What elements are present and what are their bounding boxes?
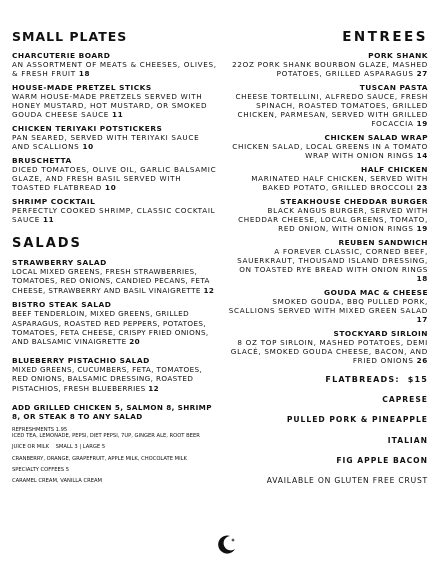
flatbreads-title: FLATBREADS: $15 (325, 375, 428, 384)
item-description: A FOREVER CLASSIC, CORNED BEEF, SAUERKRAUT, THOUSAND ISLAND DRESSING, ON TOASTED RYE BREAD WITH ONION RINGS 18 (237, 247, 428, 283)
menu-item (228, 133, 428, 160)
gluten-free-note: AVAILABLE ON GLUTEN FREE CRUST (266, 475, 428, 485)
item-name: HALF CHICKEN (361, 165, 428, 174)
crescent-moon-star-icon (216, 533, 238, 555)
menu-item (228, 329, 428, 365)
flatbread-item: PULLED PORK & PINEAPPLE (286, 415, 428, 425)
menu-item (228, 165, 428, 192)
item-name: CHICKEN TERIYAKI POTSTICKERS (12, 124, 163, 133)
item-price: 18 (416, 274, 428, 283)
menu-item (12, 156, 218, 192)
item-description: BLACK ANGUS BURGER, SERVED WITH CHEDDAR CHEESE, LOCAL GREENS, TOMATO, RED ONION, WITH ONION RINGS 19 (238, 206, 428, 233)
menu-item (12, 124, 218, 151)
coffee-list: CARAMEL CREAM, VANILLA CREAM (12, 478, 103, 485)
item-price: 12 (148, 383, 160, 393)
beverages (12, 427, 218, 484)
flatbread-item: FIG APPLE BACON (336, 456, 428, 466)
coffee-heading: SPECIALTY COFFEES 5 (12, 466, 70, 473)
item-price: 11 (112, 110, 124, 119)
item-name: STEAKHOUSE CHEDDAR BURGER (280, 197, 428, 206)
item-description: MIXED GREENS, CUCUMBERS, FETA, TOMATOES, RED ONIONS, BALSAMIC DRESSING, ROASTED PISTACHIOS, FRESH BLUEBERRIES 12 (12, 364, 203, 393)
item-name: CHARCUTERIE BOARD (12, 51, 111, 60)
item-price: 10 (82, 142, 94, 151)
item-description: DICED TOMATOES, OLIVE OIL, GARLIC BALSAMIC GLAZE, AND FRESH BASIL SERVED WITH TOASTED FLATBREAD 10 (12, 165, 217, 192)
flatbread-item: CAPRESE (382, 395, 428, 404)
item-name: PORK SHANK (368, 51, 428, 60)
item-price: 18 (78, 69, 91, 78)
item-description: MARINATED HALF CHICKEN, SERVED WITH BAKED POTATO, GRILLED BROCCOLI 23 (251, 174, 428, 192)
item-price: 12 (203, 285, 215, 295)
item-price: 23 (416, 183, 428, 192)
item-description: AN ASSORTMENT OF MEATS & CHEESES, OLIVES, & FRESH FRUIT 18 (12, 60, 217, 78)
left-column (12, 29, 218, 489)
item-name: SHRIMP COCKTAIL (12, 197, 96, 206)
flatbread-item: ITALIAN (387, 435, 428, 445)
item-description: CHICKEN SALAD, LOCAL GREENS IN A TOMATO WRAP WITH ONION RINGS 14 (232, 142, 428, 160)
item-name: STRAWBERRY SALAD (12, 258, 107, 267)
item-description: 22OZ PORK SHANK BOURBON GLAZE, MASHED POTATOES, GRILLED ASPARAGUS 27 (232, 60, 428, 78)
menu-item (228, 288, 428, 324)
juice-list: CRANBERRY, ORANGE, GRAPEFRUIT, APPLE MILK, CHOCOLATE MILK (12, 455, 187, 462)
juice-heading: JUICE OR MILK SMALL 3 | LARGE 5 (12, 444, 106, 451)
item-name: CHICKEN SALAD WRAP (324, 133, 428, 142)
menu-item (228, 197, 428, 233)
menu-item (12, 300, 218, 347)
menu-item (12, 258, 218, 295)
menu-item (12, 83, 218, 119)
item-name: REUBEN SANDWICH (338, 238, 428, 247)
item-name: HOUSE-MADE PRETZEL STICKS (12, 83, 152, 92)
item-name: GOUDA MAC & CHEESE (324, 288, 428, 297)
refreshments-list: ICED TEA, LEMONADE, PEPSI, DIET PEPSI, 7UP, GINGER ALE, ROOT BEER (12, 433, 200, 440)
item-price: 19 (416, 224, 428, 233)
menu-item (12, 51, 218, 78)
item-price: 19 (416, 119, 428, 128)
refreshments (12, 427, 218, 439)
item-price: 27 (416, 69, 428, 78)
entrees-title: ENTREES (342, 29, 428, 45)
item-description: CHEESE TORTELLINI, ALFREDO SAUCE, FRESH SPINACH, ROASTED TOMATOES, GRILLED CHICKEN, PARMESAN, SERVED WITH GRILLED FOCACCIA 19 (235, 92, 428, 128)
item-price: 17 (416, 315, 428, 324)
right-column (228, 29, 428, 485)
menu-item (228, 83, 428, 128)
menu-item (228, 51, 428, 78)
item-description: BEEF TENDERLOIN, MIXED GREENS, GRILLED ASPARAGUS, ROASTED RED PEPPERS, POTATOES, TOMATOES, FETA CHEESE, CRISPY FRIED ONIONS, AND BALSAMIC VINAIGRETTE 20 (12, 309, 209, 347)
menu-item (12, 356, 218, 393)
item-name: TUSCAN PASTA (359, 83, 428, 92)
item-name: STOCKYARD SIRLOIN (333, 329, 428, 338)
item-description: PERFECTLY COOKED SHRIMP, CLASSIC COCKTAIL SAUCE 11 (12, 206, 216, 224)
refreshments-heading: REFRESHMENTS 1.95 (12, 427, 68, 434)
item-price: 26 (416, 356, 428, 365)
item-name: BLUEBERRY PISTACHIO SALAD (12, 355, 150, 365)
item-price: 11 (42, 215, 55, 224)
item-name: BRUSCHETTA (12, 156, 72, 165)
small-plates-title: SMALL PLATES (12, 29, 128, 44)
salad-addons: ADD GRILLED CHICKEN 5, SALMON 8, SHRIMP 8, OR STEAK 8 TO ANY SALAD (12, 403, 212, 422)
item-description: PAN SEARED, SERVED WITH TERIYAKI SAUCE AND SCALLIONS 10 (12, 133, 200, 151)
item-description: 8 OZ TOP SIRLOIN, MASHED POTATOES, DEMI GLACÉ, SMOKED GOUDA CHEESE, BACON, AND FRIED ONIONS 26 (230, 338, 428, 365)
item-description: WARM HOUSE-MADE PRETZELS SERVED WITH HONEY MUSTARD, HOT MUSTARD, OR SMOKED GOUDA CHEESE SAUCE 11 (12, 92, 208, 119)
salads-title: SALADS (12, 236, 82, 251)
item-price: 14 (416, 151, 428, 160)
item-price: 10 (105, 183, 117, 192)
menu-item (12, 197, 218, 224)
item-description: LOCAL MIXED GREENS, FRESH STRAWBERRIES, TOMATOES, RED ONIONS, CANDIED PECANS, FETA CHEESE, STRAWBERRY AND BASIL VINAIGRETTE 12 (12, 267, 215, 295)
item-name: BISTRO STEAK SALAD (12, 300, 112, 310)
menu-item (228, 238, 428, 283)
item-price: 20 (129, 337, 141, 347)
item-description: SMOKED GOUDA, BBQ PULLED PORK, SCALLIONS SERVED WITH MIXED GREEN SALAD 17 (228, 297, 428, 324)
